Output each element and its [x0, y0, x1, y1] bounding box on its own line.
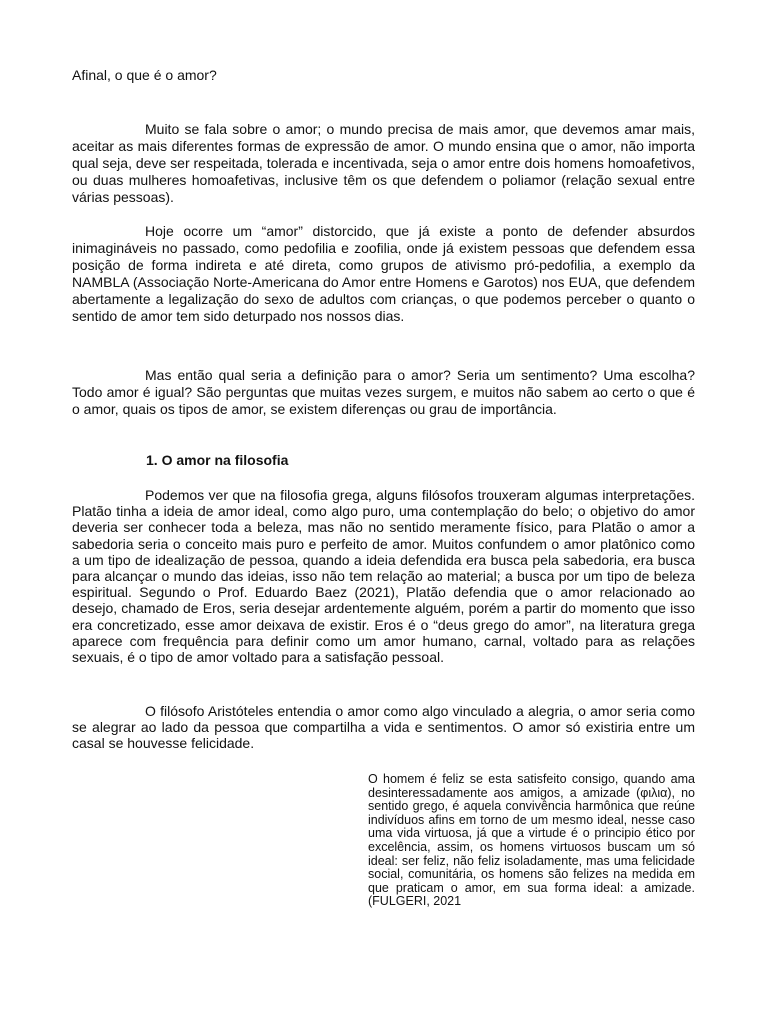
- block-quote: O homem é feliz se esta satisfeito consigo, quando ama desinteressadamente aos amigos, a amizade (φιλια), no sentido grego, é aquela convivência harmônica que reúne indivíduos afins em torno de um mesmo ideal, nesse caso uma vida virtuosa, já que a virtude é o principio ético por excelência, assim, os homens virtuosos buscam um só ideal: ser feliz, não feliz isoladamente, mas uma felicidade social, comunitária, os homens são felizes na medida em que praticam o amor, em sua forma ideal: a amizade. (FULGERI, 2021: [368, 772, 695, 909]
- document-title: Afinal, o que é o amor?: [72, 67, 217, 83]
- paragraph-intro: Muito se fala sobre o amor; o mundo precisa de mais amor, que devemos amar mais, aceitar as mais diferentes formas de expressão de amor. O mundo ensina que o amor, não importa qual seja, deve ser respeitada, tolerada e incentivada, seja o amor entre dois homens homoafetivos, ou duas mulheres homoafetivas, inclusive têm os que defendem o poliamor (relação sexual entre várias pessoas).: [72, 121, 695, 205]
- paragraph-distorted-love: Hoje ocorre um “amor” distorcido, que já existe a ponto de defender absurdos inimagináveis no passado, como pedofilia e zoofilia, onde já existem pessoas que defendem essa posição de forma indireta e até direta, como grupos de ativismo pró-pedofilia, a exemplo da NAMBLA (Associação Norte-Americana do Amor entre Homens e Garotos) nos EUA, que defendem abertamente a legalização do sexo de adultos com crianças, o que podemos perceber o quanto o sentido de amor tem sido deturpado nos nossos dias.: [72, 223, 695, 324]
- paragraph-questions: Mas então qual seria a definição para o amor? Seria um sentimento? Uma escolha? Todo amor é igual? São perguntas que muitas vezes surgem, e muitos não sabem ao certo o que é o amor, quais os tipos de amor, se existem diferenças ou grau de importância.: [72, 367, 695, 417]
- section-heading: 1. O amor na filosofia: [146, 452, 289, 468]
- paragraph-aristotle: O filósofo Aristóteles entendia o amor como algo vinculado a alegria, o amor seria como se alegrar ao lado da pessoa que compartilha a vida e sentimentos. O amor só existiria entre um casal se houvesse felicidade.: [72, 703, 695, 752]
- paragraph-plato: Podemos ver que na filosofia grega, alguns filósofos trouxeram algumas interpretações. Platão tinha a ideia de amor ideal, como algo puro, uma contemplação do belo; o objetivo do amor deveria ser conhecer toda a beleza, mas não no sentido meramente físico, para Platão o amor a sabedoria seria o conceito mais puro e perfeito de amor. Muitos confundem o amor platônico como a um tipo de idealização de pessoa, quando a ideia defendida era busca pela sabedoria, era busca para alcançar o mundo das ideias, isso não tem relação ao material; a busca por um tipo de beleza espiritual. Segundo o Prof. Eduardo Baez (2021), Platão defendia que o amor relacionado ao desejo, chamado de Eros, seria desejar ardentemente alguém, porém a partir do momento que isso era concretizado, esse amor deixava de existir. Eros é o “deus grego do amor”, na literatura grega aparece com frequência para definir como um amor humano, carnal, voltado para as relações sexuais, é o tipo de amor voltado para a satisfação pessoal.: [72, 487, 695, 666]
